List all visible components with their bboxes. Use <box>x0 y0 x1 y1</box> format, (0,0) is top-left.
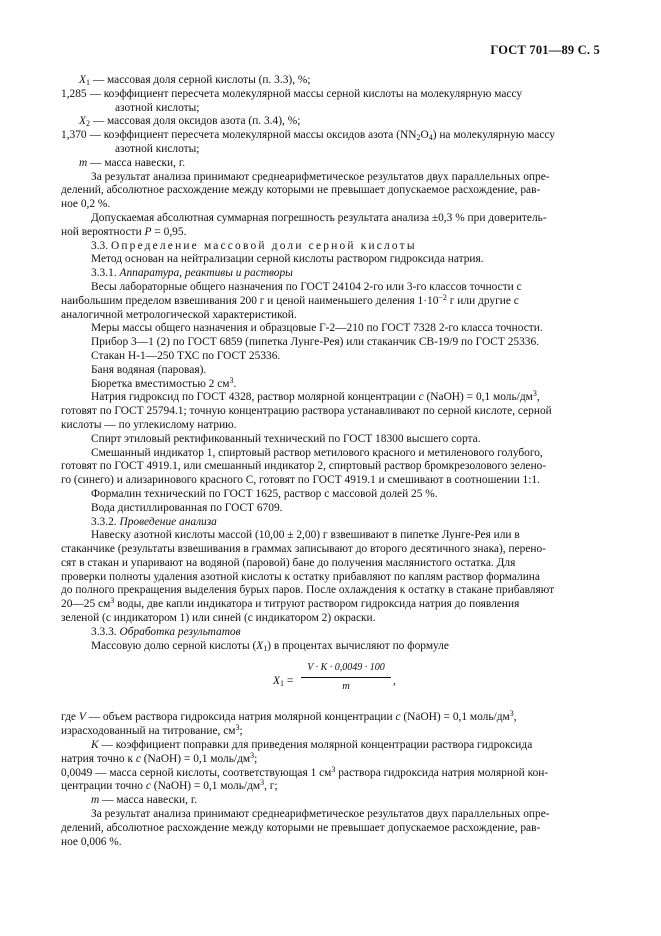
item-weights: Меры массы общего назначения и образцовые Г-2—210 по ГОСТ 7328 2-го класса точности. <box>91 322 543 335</box>
text-line: зеленой (с индикатором 1) или синей (с индикатором 2) окраски. <box>61 612 376 625</box>
paragraph-analysis <box>61 529 601 626</box>
definition-1285: 1,285 — коэффициент пересчета молекулярной массы серной кислоты на молекулярную массу <box>61 87 523 100</box>
text-line: стаканчике (результаты взвешивания в граммах записывают до второго десятичного знака), перено- <box>61 543 546 556</box>
definition-x2: $X_2$ — массовая доля оксидов азота (п. 3.4), %; <box>79 115 301 129</box>
where-k: K — коэффициент поправки для приведения молярной концентрации раствора гидроксида <box>91 739 533 752</box>
document-body <box>61 74 601 849</box>
section-3-3-3-heading: 3.3.3. Обработка результатов <box>91 625 241 638</box>
paragraph-error <box>61 212 601 240</box>
where-0049-cont: центрации точно c (NaOH) = 0,1 моль/$дм^3$, г; <box>61 778 278 793</box>
item-beaker: Стакан Н-1—250 ТХС по ГОСТ 25336. <box>91 349 281 362</box>
paragraph-naoh <box>61 391 601 432</box>
where-m: m — масса навески, г. <box>91 794 198 807</box>
item-bath: Баня водяная (паровая). <box>91 363 207 376</box>
section-3-3-heading: 3.3. Определение массовой доли серной кислоты <box>91 239 417 252</box>
where-k-cont: натрия точно к c (NaOH) = 0,1 моль/$дм^3$; <box>61 750 258 765</box>
definitions-list <box>61 74 601 171</box>
definition-m: m — масса навески, г. <box>79 156 186 169</box>
text-line: делений, абсолютное расхождение между которыми не превышает допускаемое расхождение, рав- <box>61 821 541 834</box>
definition-1370: 1,370 — коэффициент пересчета молекулярной массы оксидов азота $(NN_2O_4)$ на молекулярную массу <box>61 129 555 143</box>
item-pipette: Прибор 3—1 (2) по ГОСТ 6859 (пипетка Лунге-Рея) или стаканчик СВ-19/9 по ГОСТ 25336. <box>91 336 540 349</box>
text-line: кислоты — по углекислому натрию. <box>61 418 237 431</box>
paragraph-indicator <box>61 447 601 488</box>
text-line: За результат анализа принимают среднеарифметическое результатов двух параллельных опре- <box>91 808 550 821</box>
text-line: Весы лабораторные общего назначения по ГОСТ 24104 2-го или 3-го классов точности с <box>91 280 522 293</box>
formula-x1 <box>61 661 601 705</box>
text-line: готовят по ГОСТ 4919.1, или смешанный индикатор 2, спиртовый раствор бромкрезолового зелено- <box>61 460 547 473</box>
paragraph-result-2 <box>61 808 601 849</box>
text-line: до полного прекращения выделения бурых паров. После охлаждения к остатку в стакане прибавляют <box>61 584 555 597</box>
text-line: Смешанный индикатор 1, спиртовый раствор метилового красного и метиленового голубого, <box>91 446 543 459</box>
where-0049: 0,0049 — масса серной кислоты, соответствующая 1 $см^3$ раствора гидроксида натрия молярной кон- <box>61 764 549 779</box>
text-line: ной вероятности P = 0,95. <box>61 225 187 238</box>
text-line: го (синего) и ализаринового красного С, готовят по ГОСТ 4919.1 и смешивают в соотношении 1:1. <box>61 474 540 487</box>
text-line: наибольшим пределом взвешивания 200 г и ценой наименьшего деления $1\cdot 10^{-2}$ г или другие с <box>61 292 519 307</box>
formula-numerator: V · K · 0,0049 · 100 <box>301 661 391 678</box>
text-line: готовят по ГОСТ 25794.1; точную концентрацию раствора устанавливают по серной кислоте, серной <box>61 405 552 418</box>
text-line: ное 0,006 %. <box>61 835 122 848</box>
where-v-cont: израсходованный на титрование, $см^3$; <box>61 723 243 738</box>
section-3-3-text: Метод основан на нейтрализации серной кислоты раствором гидроксида натрия. <box>91 253 484 266</box>
formula-lhs: $X_1$ = <box>273 675 294 689</box>
paragraph-scales <box>61 281 601 322</box>
text-line: Натрия гидроксид по ГОСТ 4328, раствор молярной концентрации c (NaOH) = 0,1 моль/$дм^3$, <box>91 389 540 404</box>
formula-denominator: m <box>342 681 350 693</box>
item-burette: Бюретка вместимостью 2 $см^3$. <box>91 375 237 390</box>
where-list <box>61 711 601 808</box>
item-water: Вода дистиллированная по ГОСТ 6709. <box>91 501 283 514</box>
text-line: делений, абсолютное расхождение между которыми не превышает допускаемое расхождение, рав- <box>61 184 541 197</box>
text-line: ное 0,2 %. <box>61 198 111 211</box>
calc-intro: Массовую долю серной кислоты $(X_1)$ в процентах вычисляют по формуле <box>91 639 449 653</box>
text-line: Допускаемая абсолютная суммарная погрешность результата анализа ±0,3 % при доверитель- <box>91 211 547 224</box>
item-formalin: Формалин технический по ГОСТ 1625, раствор с массовой долей 25 %. <box>91 487 438 500</box>
definition-1370-cont: азотной кислоты; <box>115 142 200 155</box>
text-line: сят в стакан и упаривают на водяной (паровой) бане до получения маслянистого остатка. Для <box>61 556 516 569</box>
page-header: ГОСТ 701—89 С. 5 <box>490 43 600 57</box>
text-line: 20—25 $см^3$ воды, две капли индикатора и титруют раствором гидроксида натрия до появления <box>61 596 520 611</box>
text-line: проверки полноты удаления азотной кислоты к остатку прибавляют по каплям раствор формалина <box>61 570 540 583</box>
text-line: За результат анализа принимают среднеарифметическое результатов двух параллельных опре- <box>91 170 550 183</box>
text-line: аналогичной метрологической характеристикой. <box>61 308 297 321</box>
section-3-3-2-heading: 3.3.2. Проведение анализа <box>91 515 217 528</box>
definition-x1: $X_1$ — массовая доля серной кислоты (п. 3.3), %; <box>79 74 311 87</box>
text-line: Навеску азотной кислоты массой (10,00 ± 2,00) г взвешивают в пипетке Лунге-Рея или в <box>91 529 520 542</box>
formula-comma: , <box>393 675 396 688</box>
where-v: где V — объем раствора гидроксида натрия молярной концентрации c (NaOH) = 0,1 моль/$дм^3$, <box>61 709 517 724</box>
formula-fraction <box>301 661 391 694</box>
definition-1285-cont: азотной кислоты; <box>115 101 200 114</box>
paragraph-result-1 <box>61 171 601 212</box>
section-3-3-1-heading: 3.3.1. Аппаратура, реактивы и растворы <box>91 267 293 280</box>
item-spirit: Спирт этиловый ректификованный технический по ГОСТ 18300 высшего сорта. <box>91 432 481 445</box>
